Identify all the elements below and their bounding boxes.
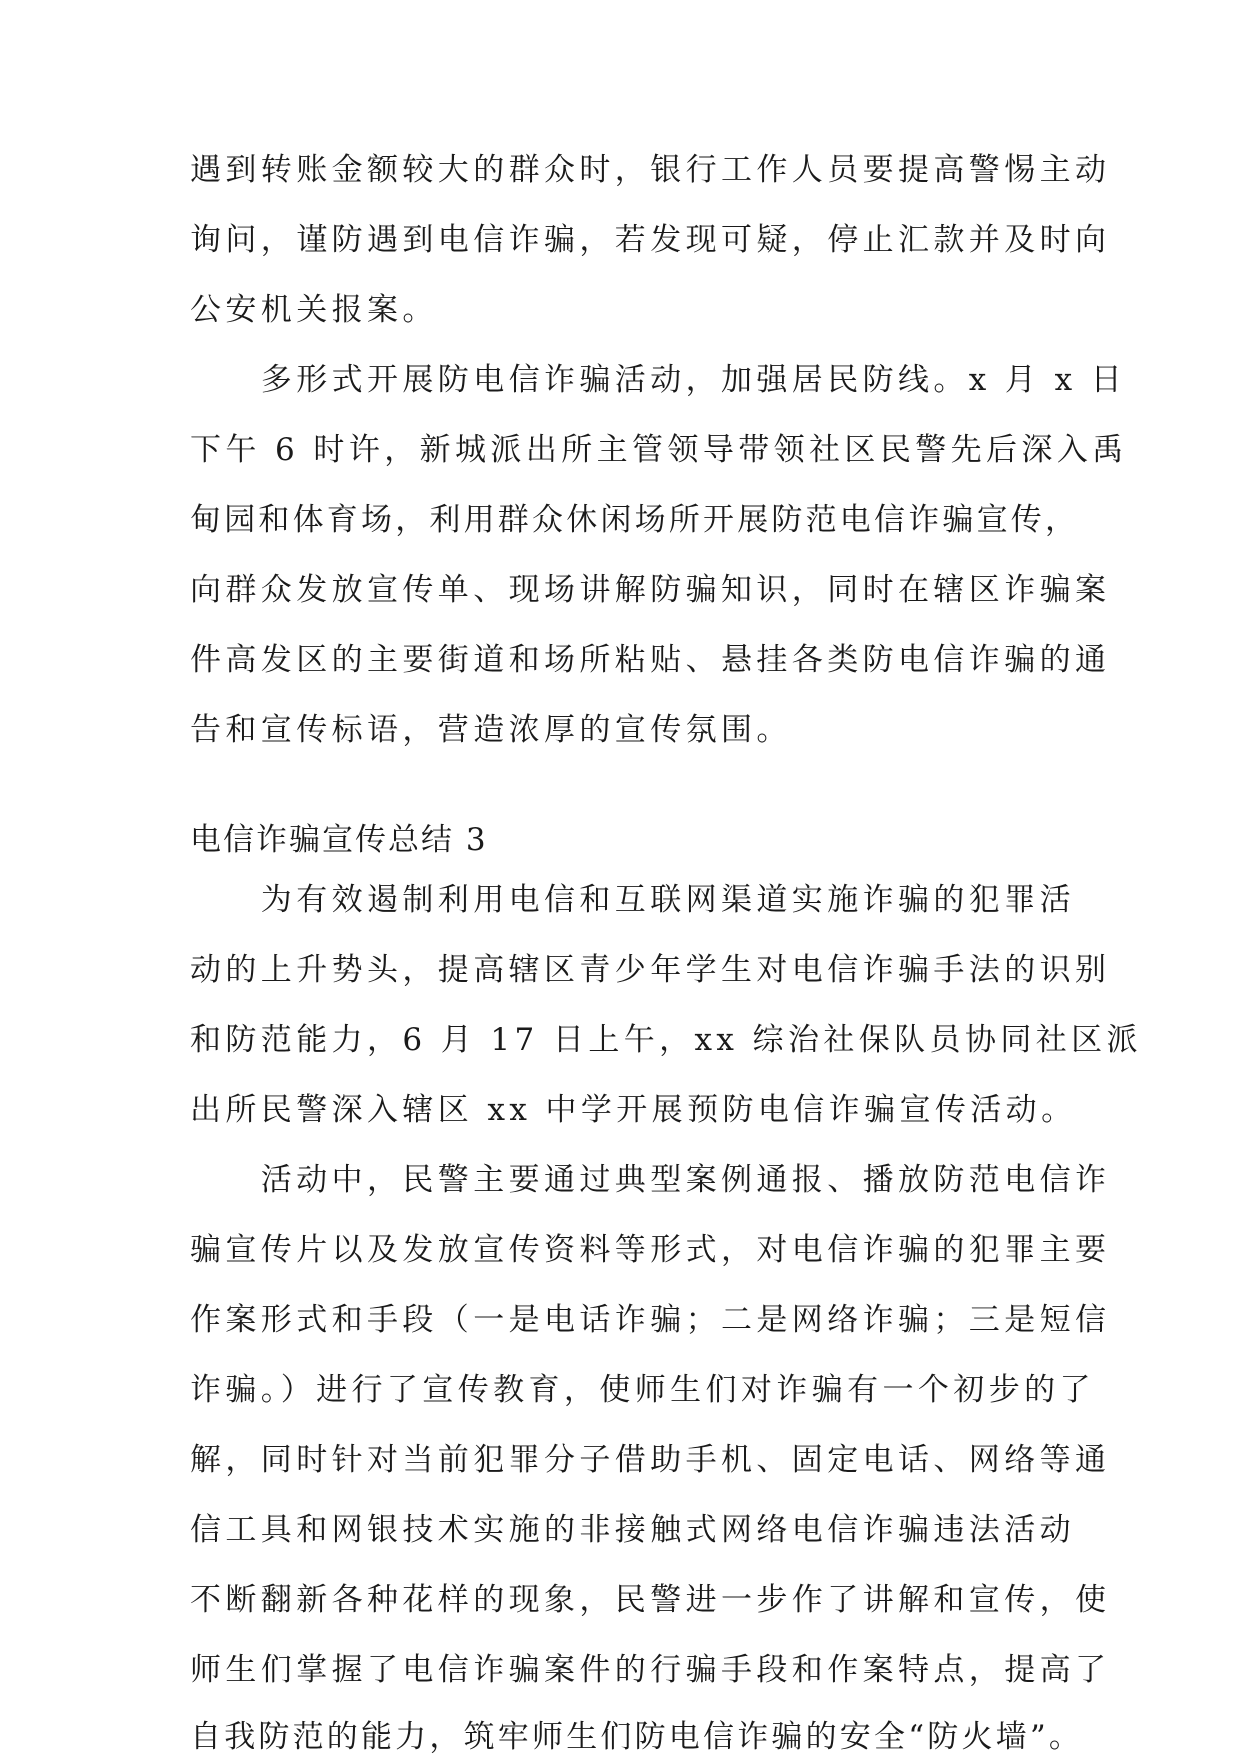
paragraph-line: 出所民警深入辖区 xx 中学开展预防电信诈骗宣传活动。 xyxy=(190,1092,1077,1128)
paragraph-line: 信工具和网银技术实施的非接触式网络电信诈骗违法活动 xyxy=(190,1512,1075,1548)
paragraph-line: 自我防范的能力，筑牢师生们防电信诈骗的安全“防火墙”。 xyxy=(190,1719,1084,1755)
paragraph-line: 为有效遏制利用电信和互联网渠道实施诈骗的犯罪活 xyxy=(190,882,1075,918)
paragraph-line: 骗宣传片以及发放宣传资料等形式，对电信诈骗的犯罪主要 xyxy=(190,1232,1111,1268)
paragraph-line: 多形式开展防电信诈骗活动，加强居民防线。x 月 x 日 xyxy=(190,362,1127,398)
paragraph-line: 公安机关报案。 xyxy=(190,292,438,328)
paragraph-line: 师生们掌握了电信诈骗案件的行骗手段和作案特点，提高了 xyxy=(190,1652,1111,1688)
paragraph-line: 活动中，民警主要通过典型案例通报、播放防范电信诈 xyxy=(190,1162,1111,1198)
paragraph-line: 作案形式和手段（一是电话诈骗；二是网络诈骗；三是短信 xyxy=(190,1302,1111,1338)
paragraph-line: 不断翻新各种花样的现象，民警进一步作了讲解和宣传，使 xyxy=(190,1582,1111,1618)
paragraph-line: 解，同时针对当前犯罪分子借助手机、固定电话、网络等通 xyxy=(190,1442,1111,1478)
paragraph-line: 和防范能力，6 月 17 日上午，xx 综治社保队员协同社区派 xyxy=(190,1022,1142,1058)
paragraph-line: 动的上升势头，提高辖区青少年学生对电信诈骗手法的识别 xyxy=(190,952,1111,988)
paragraph-line: 件高发区的主要街道和场所粘贴、悬挂各类防电信诈骗的通 xyxy=(190,642,1111,678)
paragraph-line: 向群众发放宣传单、现场讲解防骗知识，同时在辖区诈骗案 xyxy=(190,572,1111,608)
paragraph-line: 下午 6 时许，新城派出所主管领导带领社区民警先后深入禹 xyxy=(190,432,1128,468)
paragraph-line: 甸园和体育场，利用群众休闲场所开展防范电信诈骗宣传， xyxy=(190,502,1080,538)
paragraph-line: 告和宣传标语，营造浓厚的宣传氛围。 xyxy=(190,712,792,748)
paragraph-line: 询问，谨防遇到电信诈骗，若发现可疑，停止汇款并及时向 xyxy=(190,222,1111,258)
paragraph-line: 遇到转账金额较大的群众时，银行工作人员要提高警惕主动 xyxy=(190,152,1111,188)
section-heading: 电信诈骗宣传总结 3 xyxy=(190,822,488,858)
paragraph-line: 诈骗。）进行了宣传教育，使师生们对诈骗有一个初步的了 xyxy=(190,1372,1095,1408)
